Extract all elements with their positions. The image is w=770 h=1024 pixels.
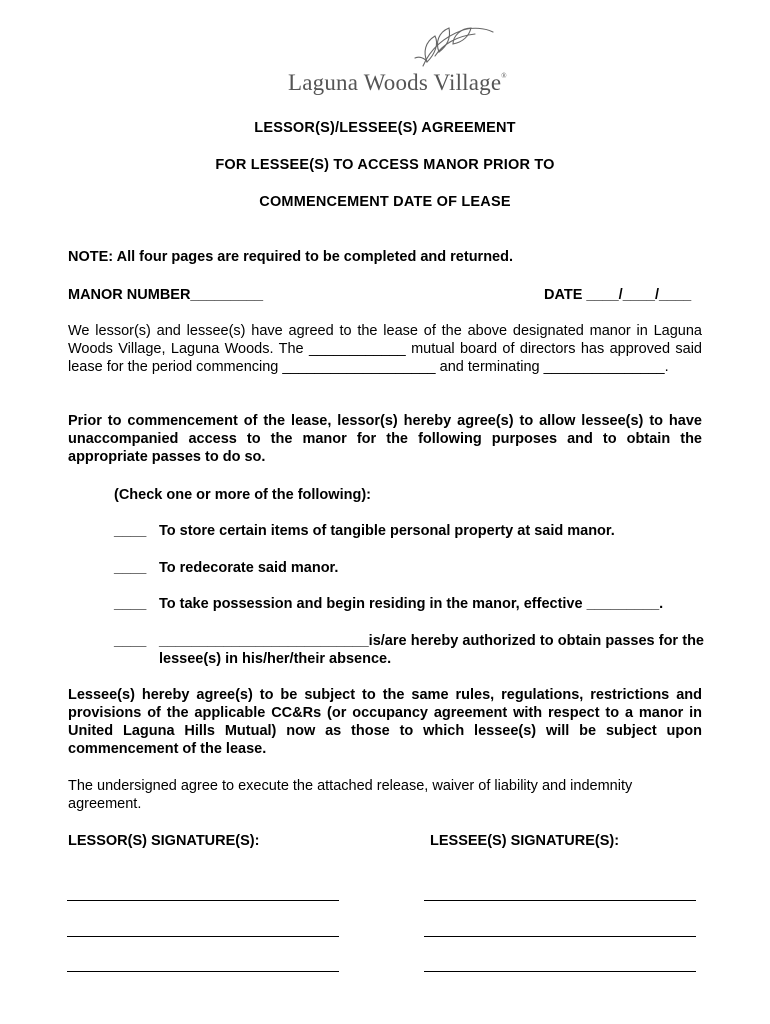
date-field[interactable]: DATE ____/____/____ [544, 287, 692, 303]
laguna-woods-logo [280, 20, 507, 104]
lessee-signature-line-2[interactable] [424, 936, 696, 937]
lessor-signature-line-3[interactable] [67, 971, 339, 972]
document-title-line-1: LESSOR(S)/LESSEE(S) AGREEMENT [254, 120, 516, 136]
option-3-checkbox[interactable]: ____ [114, 596, 147, 612]
manor-number-field[interactable]: MANOR NUMBER_________ [68, 287, 264, 303]
leaf-logo-icon [405, 22, 495, 70]
intro-paragraph: We lessor(s) and lessee(s) have agreed to the lease of the above designated manor in Laguna Woods Village, Laguna Woods. The ____________ mutual board of directors has approved said lease for the period commencing ___________________ and terminating _______________. [68, 323, 702, 375]
logo-registered-mark: ® [501, 72, 507, 80]
option-1-checkbox[interactable]: ____ [114, 523, 147, 539]
release-paragraph: The undersigned agree to execute the attached release, waiver of liability and indemnity agreement. [68, 778, 633, 812]
lessee-signature-label: LESSEE(S) SIGNATURE(S): [430, 833, 620, 849]
lessee-signature-line-3[interactable] [424, 971, 696, 972]
option-2-checkbox[interactable]: ____ [114, 560, 147, 576]
prior-access-paragraph: Prior to commencement of the lease, lessor(s) hereby agree(s) to allow lessee(s) to have unaccompanied access to the manor for the following purposes and to obtain the appropriate passes to do so. [68, 413, 702, 465]
check-instruction: (Check one or more of the following): [114, 487, 371, 503]
lessor-signature-line-2[interactable] [67, 936, 339, 937]
option-3-text: To take possession and begin residing in the manor, effective _________. [159, 596, 664, 612]
lessee-signature-line-1[interactable] [424, 900, 696, 901]
lessor-signature-line-1[interactable] [67, 900, 339, 901]
document-title-line-2: FOR LESSEE(S) TO ACCESS MANOR PRIOR TO [215, 157, 555, 173]
option-1-text: To store certain items of tangible personal property at said manor. [159, 523, 615, 539]
option-2-text: To redecorate said manor. [159, 560, 339, 576]
note-text: NOTE: All four pages are required to be completed and returned. [68, 249, 514, 265]
document-title-line-3: COMMENCEMENT DATE OF LEASE [259, 194, 511, 210]
logo-wordmark [288, 70, 507, 96]
option-4-text: __________________________is/are hereby authorized to obtain passes for the lessee(s) in his/her/their absence. [159, 633, 704, 667]
lessor-signature-label: LESSOR(S) SIGNATURE(S): [68, 833, 260, 849]
logo-name: Laguna Woods Village [288, 70, 502, 95]
option-4-checkbox[interactable]: ____ [114, 633, 147, 649]
rules-paragraph: Lessee(s) hereby agree(s) to be subject to the same rules, regulations, restrictions and provisions of the applicable CC&Rs (or occupancy agreement with respect to a manor in United Laguna Hills Mutual) now as those to which lessee(s) will be subject upon commencement of the lease. [68, 687, 702, 757]
